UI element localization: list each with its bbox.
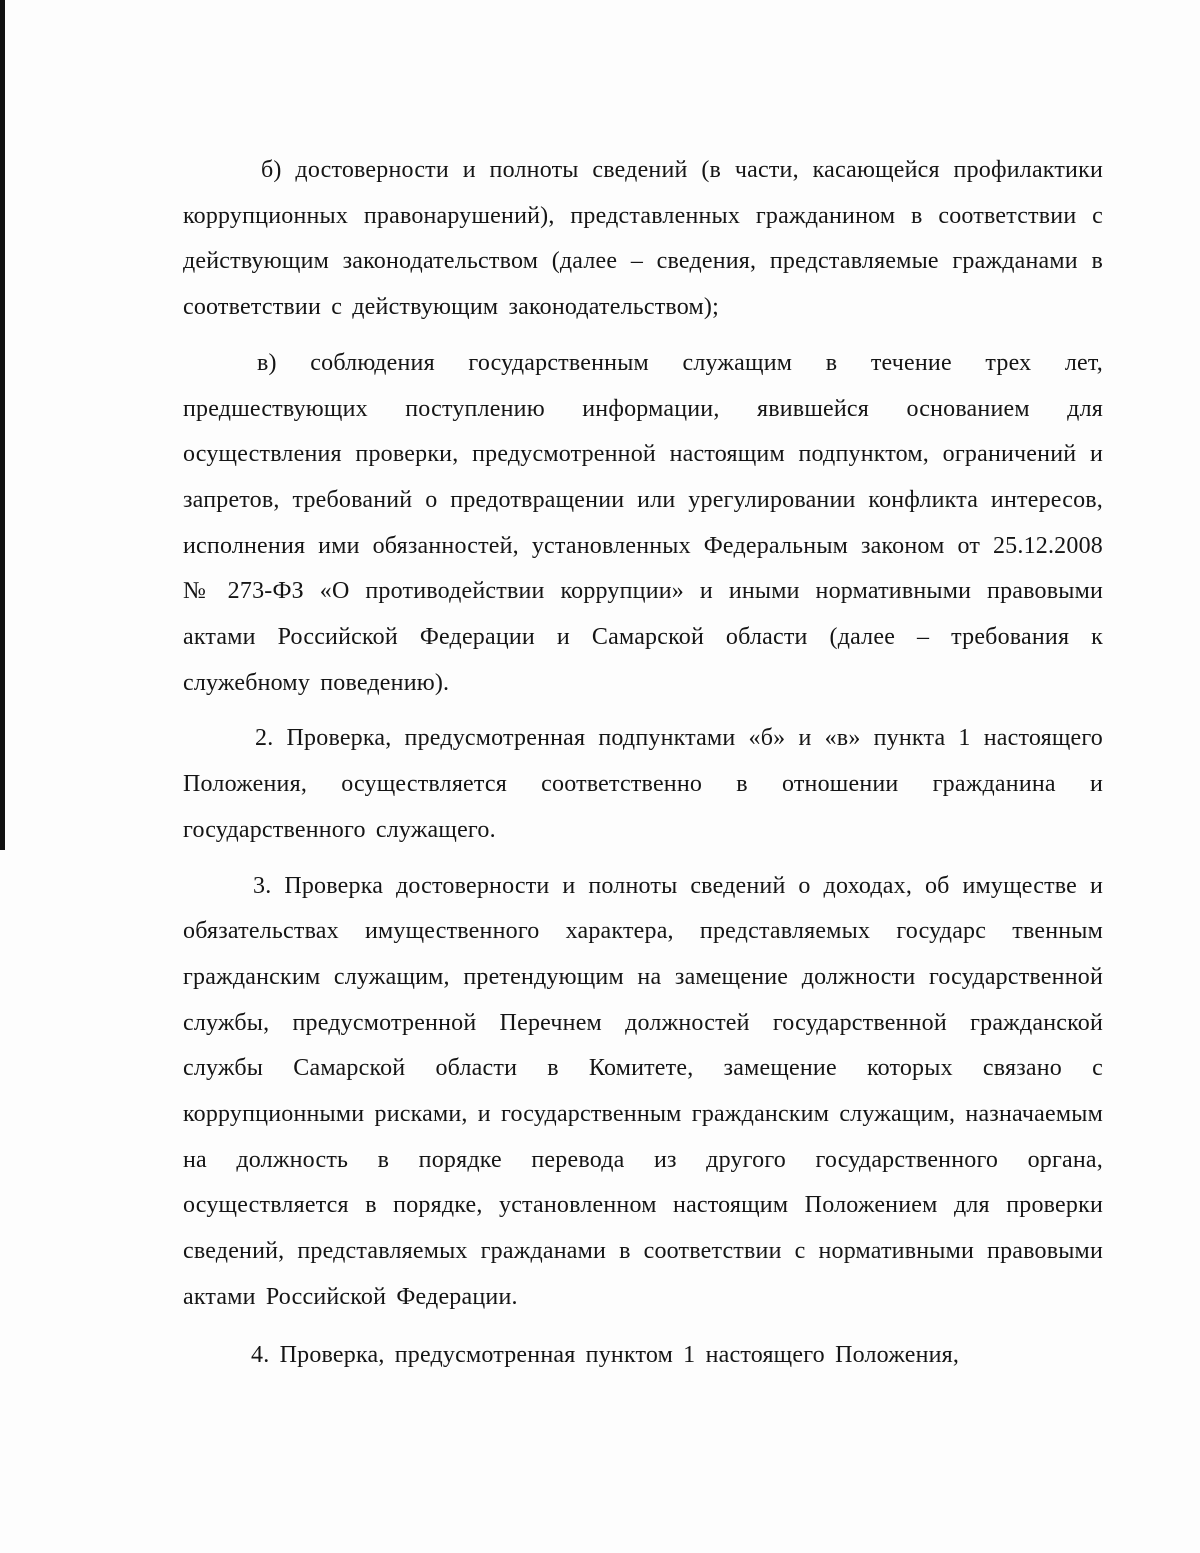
paragraph-item-3: 3. Проверка достоверности и полноты сведений о доходах, об имуществе и обязательствах имущественного характера, представляемых государс твенным гражданским служащим, претендующим на замещение должности государственной службы, предусмотренной Перечнем должностей государственной гражданской службы Самарской области в Комитете, замещение которых связано с коррупционными рисками, и государственным гражданским служащим, назначаемым на должность в порядке перевода из другого государственного органа, осуществляется в порядке, установленном настоящим Положением для проверки сведений, представляемых гражданами в соответствии с нормативными правовыми актами Российской Федерации. — [183, 872, 1103, 1310]
paragraph-subitem-v: в) соблюдения государственным служащим в течение трех лет, предшествующих поступлению информации, явившейся основанием для осуществления проверки, предусмотренной настоящим подпунктом, ограничений и запретов, требований о предотвращении или урегулировании конфликта интересов, исполнения ими обязанностей, установленных Федеральным законом от 25.12.2008 № 273-ФЗ «О противодействии коррупции» и иными нормативными правовыми актами Российской Федерации и Самарской области (далее – требования к служебному поведению). — [183, 349, 1103, 696]
paragraph-item-2: 2. Проверка, предусмотренная подпунктами «б» и «в» пункта 1 настоящего Положения, осуществляется соответственно в отношении гражданина и государственного служащего. — [183, 725, 1103, 843]
scan-edge-shadow — [0, 0, 5, 850]
paragraph-subitem-b: б) достоверности и полноты сведений (в части, касающейся профилактики коррупционных правонарушений), представленных гражданином в соответствии с действующим законодательством (далее – сведения, представляемые гражданами в соответствии с действующим законодательством); — [183, 157, 1103, 321]
paragraph-item-4: 4. Проверка, предусмотренная пунктом 1 настоящего Положения, — [251, 1341, 960, 1368]
document-body — [183, 148, 1103, 1388]
